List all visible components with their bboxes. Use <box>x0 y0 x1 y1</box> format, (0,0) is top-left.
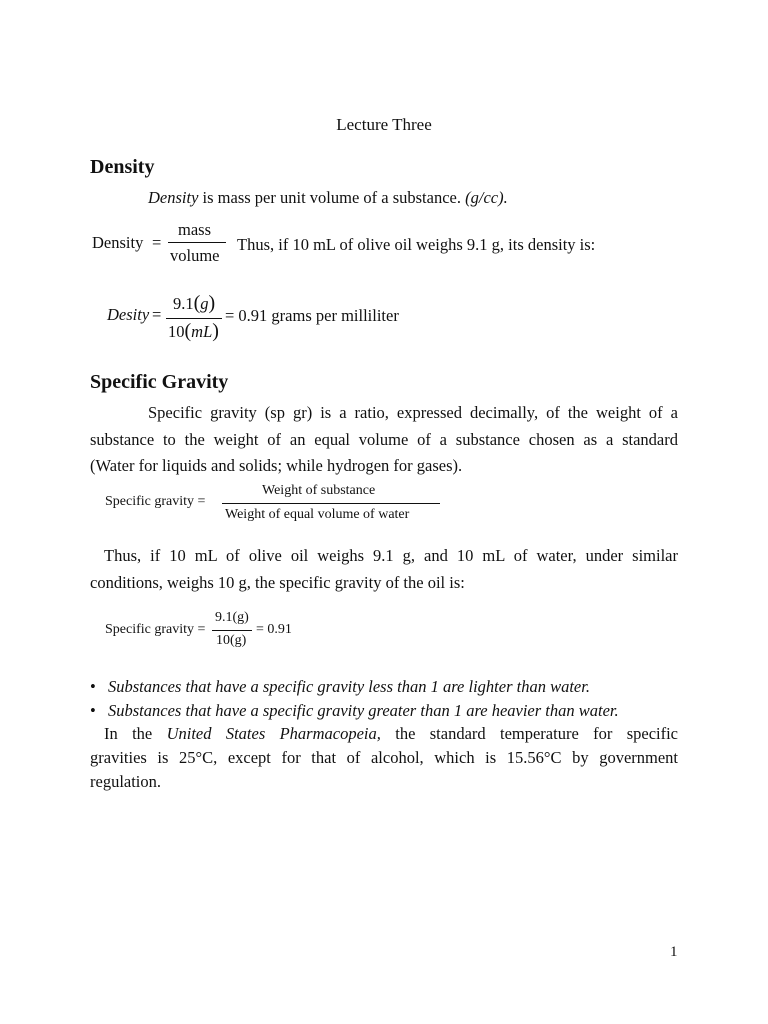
sg-formula-fraction-bar <box>222 503 440 504</box>
density-example-numerator: 9.1(g) <box>173 292 216 314</box>
list-item: • Substances that have a specific gravity less than 1 are lighter than water. <box>90 677 590 696</box>
density-unit: (g/cc). <box>465 188 508 207</box>
usp-line-3: regulation. <box>90 772 162 791</box>
density-definition <box>148 188 508 208</box>
usp-line-2: gravities is 25°C, except for that of alcohol, which is 15.56°C by government <box>90 748 678 767</box>
usp-line-1: In the United States Pharmacopeia, the standard temperature for specific <box>104 724 679 743</box>
sg-example-numerator: 9.1(g) <box>215 610 249 625</box>
density-fraction-bar <box>168 242 226 243</box>
specific-gravity-heading: Specific Gravity <box>90 371 229 393</box>
sg-example-denominator: 10(g) <box>216 633 247 648</box>
density-example-fraction-bar <box>166 318 222 319</box>
density-formula-eq: = <box>152 233 162 252</box>
sg-paragraph-line-2: substance to the weight of an equal volume of a substance chosen as a standard <box>90 430 678 449</box>
sg-example-fraction-bar <box>212 630 252 631</box>
density-heading: Density <box>90 156 155 178</box>
lecture-title: Lecture Three <box>336 115 432 134</box>
sg-example-line-2: conditions, weighs 10 g, the specific gravity of the oil is: <box>90 573 465 592</box>
density-term: Density <box>148 188 199 207</box>
page-number: 1 <box>670 944 678 960</box>
list-item: • Substances that have a specific gravity greater than 1 are heavier than water. <box>90 701 619 720</box>
usp-title: United States Pharmacopeia, <box>166 724 381 743</box>
density-formula-numerator: mass <box>178 220 211 239</box>
sg-formula-lhs: Specific gravity = <box>105 494 206 509</box>
density-example-result: = 0.91 grams per milliliter <box>225 306 399 325</box>
bullet-icon: • <box>90 677 96 696</box>
sg-example-lhs: Specific gravity = <box>105 622 206 637</box>
density-example-denominator: 10(mL) <box>168 320 219 342</box>
sg-formula-denominator: Weight of equal volume of water <box>225 507 410 522</box>
density-example-eq: = <box>152 305 162 324</box>
density-formula-lhs: Density <box>92 233 144 252</box>
sg-paragraph-line-3: (Water for liquids and solids; while hydrogen for gases). <box>90 456 463 475</box>
bullet-icon: • <box>90 701 96 720</box>
density-example-intro: Thus, if 10 mL of olive oil weighs 9.1 g, its density is: <box>237 235 596 254</box>
density-formula-denominator: volume <box>170 246 220 265</box>
sg-example-line-1: Thus, if 10 mL of olive oil weighs 9.1 g, and 10 mL of water, under similar <box>104 546 678 565</box>
sg-example-result: = 0.91 <box>256 622 292 637</box>
sg-paragraph-line-1: Specific gravity (sp gr) is a ratio, expressed decimally, of the weight of a <box>148 403 678 422</box>
density-example-lhs: Desity <box>107 305 150 324</box>
density-definition-text: is mass per unit volume of a substance. <box>198 188 466 207</box>
sg-formula-numerator: Weight of substance <box>262 483 376 498</box>
